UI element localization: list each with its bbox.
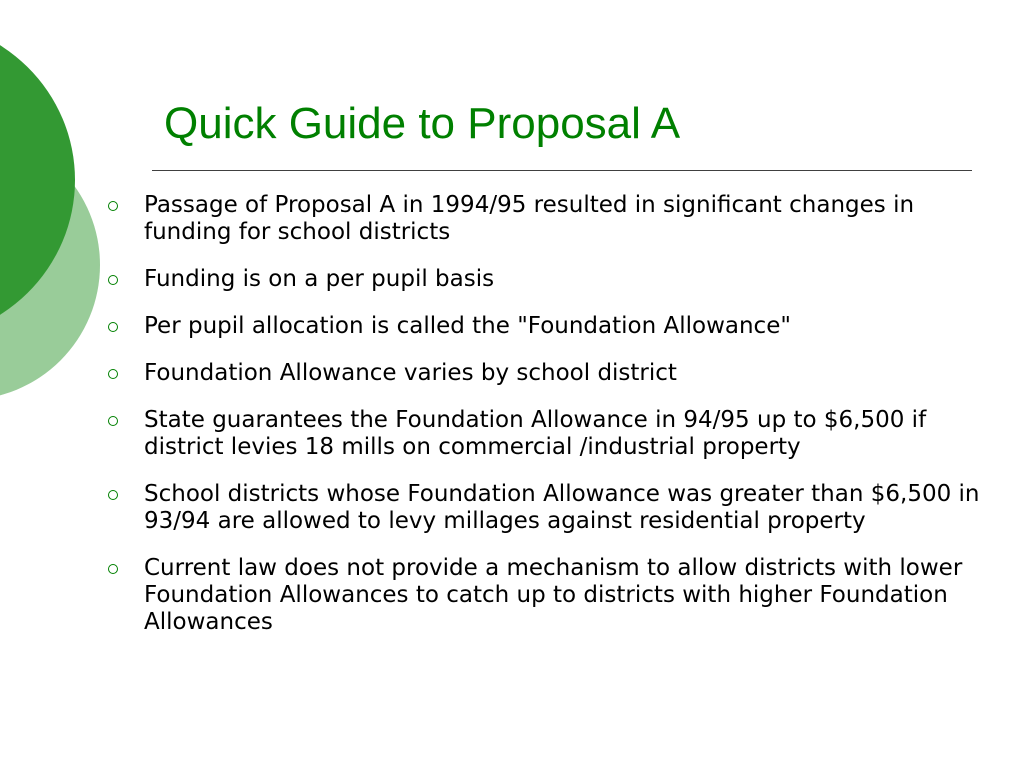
bullet-text: Current law does not provide a mechanism to allow districts with lower Foundation Allowances to catch up to districts with higher Foundation Allowances [144, 555, 963, 635]
bullet-item [108, 555, 988, 636]
slide-title: Quick Guide to Proposal A [164, 99, 681, 148]
bullet-text: Funding is on a per pupil basis [144, 266, 495, 292]
circle-bullet-icon [108, 322, 118, 332]
bullet-item [108, 192, 988, 246]
bullet-list [108, 192, 988, 656]
bullet-item [108, 407, 988, 461]
circle-bullet-icon [108, 201, 118, 211]
bullet-item [108, 360, 988, 387]
circle-bullet-icon [108, 275, 118, 285]
bullet-text: State guarantees the Foundation Allowance in 94/95 up to $6,500 if district levies 18 mills on commercial /industrial property [144, 407, 927, 460]
circle-bullet-icon [108, 564, 118, 574]
bullet-item [108, 266, 988, 293]
bullet-text: Passage of Proposal A in 1994/95 resulted in significant changes in funding for school districts [144, 192, 915, 245]
bullet-item [108, 481, 988, 535]
bullet-text: Per pupil allocation is called the "Foundation Allowance" [144, 313, 791, 339]
circle-bullet-icon [108, 369, 118, 379]
bullet-text: Foundation Allowance varies by school district [144, 360, 677, 386]
title-divider [152, 170, 972, 171]
bullet-item [108, 313, 988, 340]
circle-bullet-icon [108, 416, 118, 426]
bullet-text: School districts whose Foundation Allowance was greater than $6,500 in 93/94 are allowed to levy millages against residential property [144, 481, 980, 534]
circle-bullet-icon [108, 490, 118, 500]
